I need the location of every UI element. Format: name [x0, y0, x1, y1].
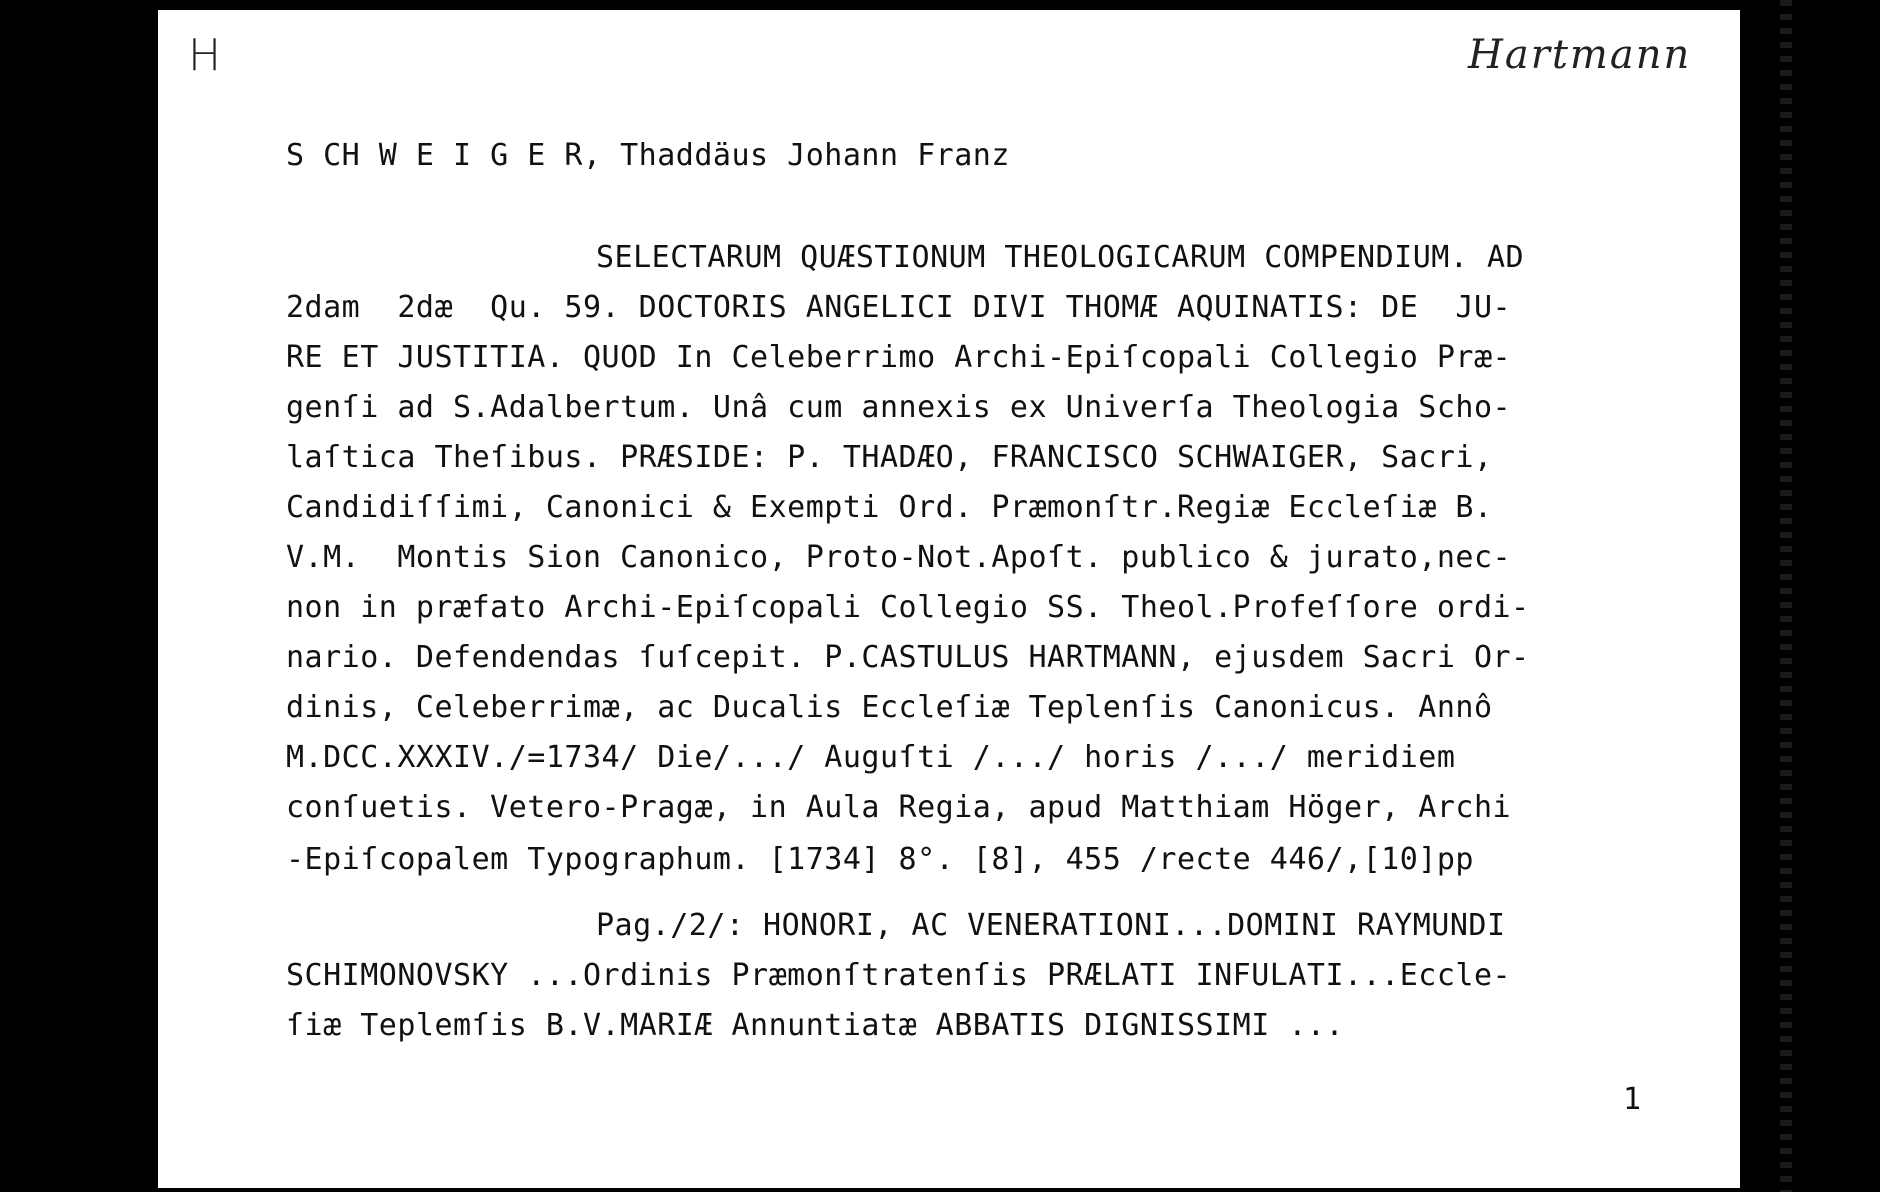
note-line: SCHIMONOVSKY ...Ordinis Præmonſtratenſis PRÆLATI INFULATI...Eccle-	[286, 958, 1512, 993]
author-heading: S CH W E I G E R, Thaddäus Johann Franz	[286, 138, 1010, 173]
handwritten-name: Hartmann	[1468, 32, 1692, 78]
title-line: conſuetis. Vetero-Pragæ, in Aula Regia, apud Matthiam Höger, Archi	[286, 790, 1512, 825]
handwritten-letter: H	[188, 30, 222, 81]
title-line: Candidiſſimi, Canonici & Exempti Ord. Præmonſtr.Regiæ Eccleſiæ B.	[286, 490, 1493, 525]
title-line: SELECTARUM QUÆSTIONUM THEOLOGICARUM COMPENDIUM. AD	[596, 240, 1525, 275]
title-line: V.M. Montis Sion Canonico, Proto-Not.Apoſt. publico & jurato,nec-	[286, 540, 1512, 575]
title-line: M.DCC.XXXIV./=1734/ Die/.../ Auguſti /.../ horis /.../ meridiem	[286, 740, 1456, 775]
note-line: Pag./2/: HONORI, AC VENERATIONI...DOMINI RAYMUNDI	[596, 908, 1506, 943]
title-line: -Epiſcopalem Typographum. [1734] 8°. [8], 455 /recte 446/,[10]pp	[286, 842, 1474, 877]
title-line: genſi ad S.Adalbertum. Unâ cum annexis ex Univerſa Theologia Scho-	[286, 390, 1512, 425]
title-line: laſtica Theſibus. PRÆSIDE: P. THADÆO, FRANCISCO SCHWAIGER, Sacri,	[286, 440, 1493, 475]
title-line: dinis, Celeberrimæ, ac Ducalis Eccleſiæ Teplenſis Canonicus. Annô	[286, 690, 1493, 725]
page-number: 1	[1623, 1082, 1642, 1117]
scan-edge	[1780, 0, 1792, 1192]
title-line: non in præfato Archi-Epiſcopali Collegio SS. Theol.Profeſſore ordi-	[286, 590, 1530, 625]
title-line: 2dam 2dæ Qu. 59. DOCTORIS ANGELICI DIVI THOMÆ AQUINATIS: DE JU-	[286, 290, 1512, 325]
catalog-card	[158, 10, 1740, 1188]
note-line: ſiæ Teplemſis B.V.MARIÆ Annuntiatæ ABBATIS DIGNISSIMI ...	[286, 1008, 1345, 1043]
title-line: RE ET JUSTITIA. QUOD In Celeberrimo Archi-Epiſcopali Collegio Præ-	[286, 340, 1512, 375]
title-line: nario. Defendendas ſuſcepit. P.CASTULUS HARTMANN, ejusdem Sacri Or-	[286, 640, 1530, 675]
